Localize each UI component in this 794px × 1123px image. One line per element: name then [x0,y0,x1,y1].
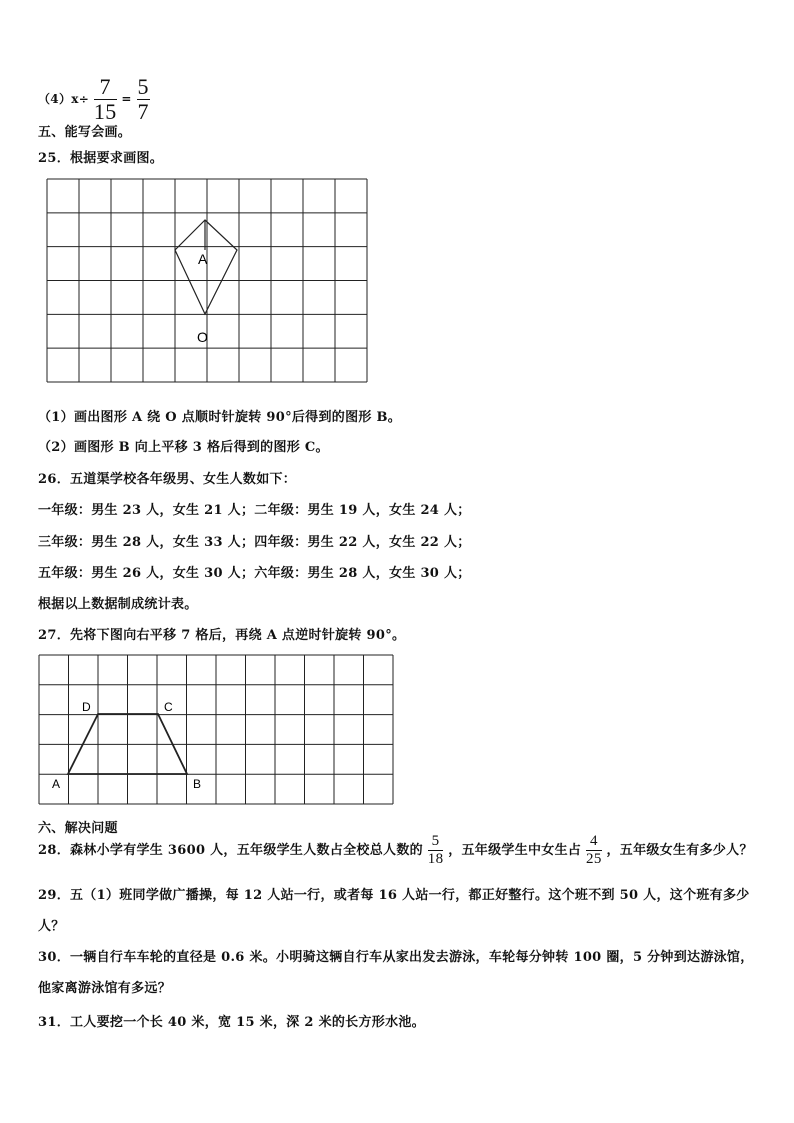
question-29-line2: 人？ [38,919,65,934]
question-30-line2: 他家离游泳馆有多远？ [38,981,172,996]
question-26-title: 26．五道渠学校各年级男、女生人数如下： [38,472,297,487]
question-31: 31．工人要挖一个长 40 米，宽 15 米，深 2 米的长方形水池。 [38,1015,425,1030]
kite-figure-a [175,220,237,314]
grid-lines [39,655,393,804]
grid-q25 [46,178,368,384]
section-5-heading: 五、能写会画。 [38,125,132,140]
question-26-line2: 三年级：男生 28 人，女生 33 人；四年级：男生 22 人，女生 22 人； [38,535,471,550]
question-30-line1: 30．一辆自行车车轮的直径是 0.6 米。小明骑这辆自行车从家出发去游泳，车轮每分钟转 100 圈，5 分钟到达游泳馆， [38,950,754,965]
fraction-5-18: $\frac{5}{18}$ [427,833,444,867]
grid-lines [47,179,367,382]
question-25-sub1: （1）画出图形 A 绕 O 点顺时针旋转 90°后得到的图形 B。 [38,410,402,425]
equation-prefix: （4）x÷ [38,92,90,106]
fraction-4-25: $\frac{4}{25}$ [586,833,602,867]
question-26-line1: 一年级：男生 23 人，女生 21 人；二年级：男生 19 人，女生 24 人； [38,503,471,518]
question-26-line4: 根据以上数据制成统计表。 [38,597,198,612]
label-d: D [82,700,91,714]
label-a: A [52,777,61,791]
label-c: C [164,700,173,714]
fraction-5-7: $\frac{5}{7}$ [137,74,149,124]
question-27-title: 27．先将下图向右平移 7 格后，再绕 A 点逆时针旋转 90°。 [38,628,406,643]
label-b: B [193,777,202,791]
section-6-heading: 六、解决问题 [38,821,118,836]
question-26-line3: 五年级：男生 26 人，女生 30 人；六年级：男生 28 人，女生 30 人； [38,566,471,581]
question-25-title: 25．根据要求画图。 [38,151,164,166]
question-25-sub2: （2）画图形 B 向上平移 3 格后得到的图形 C。 [38,440,329,455]
equals-sign: = [121,92,132,106]
equation-q4 [38,76,150,123]
question-29-line1: 29．五（1）班同学做广播操，每 12 人站一行，或者每 16 人站一行，都正好整行。这个班不到 50 人，这个班有多少 [38,888,750,903]
grid-q27 [38,654,394,806]
fraction-7-15: $\frac{7}{15}$ [93,74,117,124]
question-28: 28．森林小学有学生 3600 人，五年级学生人数占全校总人数的 $\frac{5}{18}$ ，五年级学生中女生占 $\frac{4}{25}$ ，五年级女生有多少人？ [38,833,753,867]
label-a: A [198,251,208,267]
label-o: O [197,329,208,345]
